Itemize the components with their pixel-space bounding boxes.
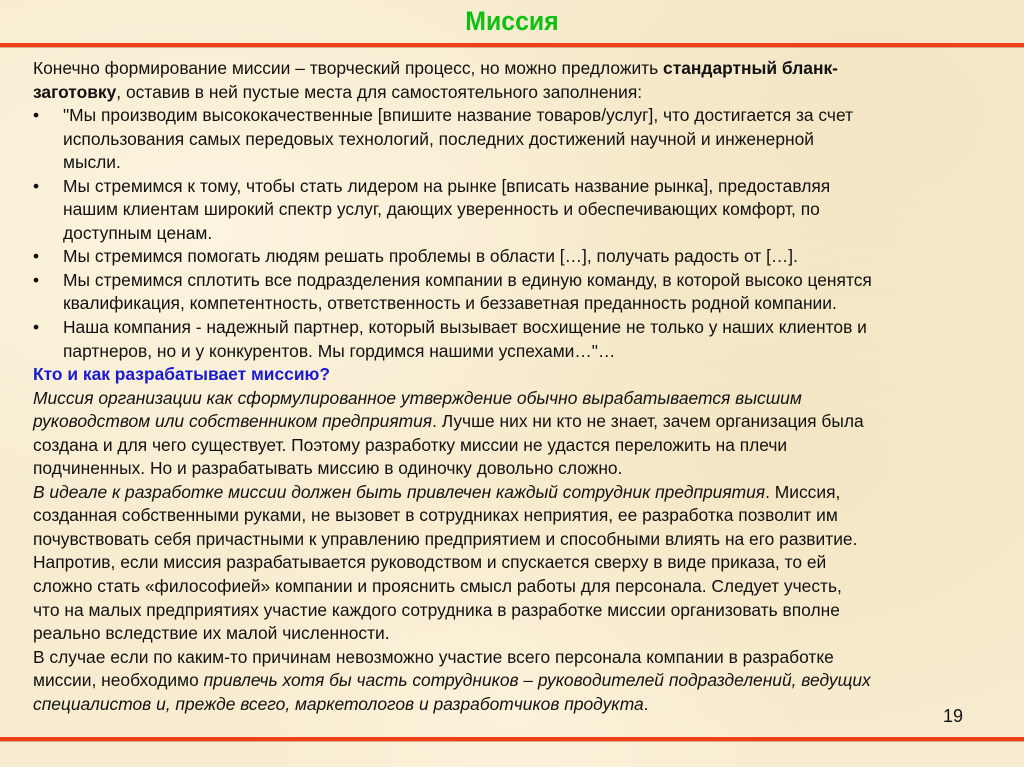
para2-line-3: почувствовать себя причастными к управлению предприятием и способными влиять на его развитие. [33, 528, 858, 549]
para2-line-4: Напротив, если миссия разрабатывается руководством и спускается сверху в виде приказа, то ей [33, 552, 827, 573]
body-text: . Миссия, [765, 481, 841, 502]
bullet-icon: • [33, 317, 40, 338]
para2-line-2: созданная собственными руками, не вызовет в сотрудниках неприятия, ее разработка позволит им [33, 505, 838, 526]
bullet-item-4 [33, 269, 1003, 316]
bullet-icon: • [33, 175, 40, 196]
bullet-text-line: Мы стремимся помогать людям решать проблемы в области […], получать радость от […]. [63, 246, 798, 267]
bullet-icon: • [33, 105, 40, 126]
para3-line-3 [33, 693, 1003, 717]
italic-text: привлечь хотя бы часть сотрудников – руководителей подразделений, ведущих [203, 670, 871, 691]
bullet-item-1 [33, 104, 1003, 175]
intro-text: Конечно формирование миссии – творческий процесс, но можно предложить [33, 58, 664, 78]
intro-line-1 [33, 57, 1003, 81]
bullet-item-5 [33, 316, 1003, 363]
section-heading-who-develops-mission: Кто и как разрабатывает миссию? [33, 364, 331, 385]
bullet-text-line: партнеров, но и у конкурентов. Мы гордимся нашими успехами…"… [63, 340, 616, 361]
slide-title: Миссия [465, 6, 559, 36]
para2-line-5: сложно стать «философией» компании и прояснить смысл работы для персонала. Следует учесть, [33, 576, 842, 597]
intro-bold-text: заготовку [33, 81, 117, 102]
bullet-text-line: "Мы производим высококачественные [впишите название товаров/услуг], что достигается за счет [63, 105, 854, 126]
bullet-item-3 [33, 245, 1003, 269]
italic-text: специалистов и, прежде всего, маркетологов и разработчиков продукта [33, 693, 644, 714]
para1-line-4: подчиненных. Но и разрабатывать миссию в одиночку довольно сложно. [33, 458, 623, 479]
italic-text: В идеале к разработке миссии должен быть привлечен каждый сотрудник предприятия [33, 481, 766, 502]
bullet-text-line: использования самых передовых технологий, последних достижений научной и инженерной [63, 128, 814, 149]
bullet-item-2 [33, 175, 1003, 246]
para1-line-3: создана и для чего существует. Поэтому разработку миссии не удастся переложить на плечи [33, 434, 788, 455]
italic-text: Миссия организации как сформулированное утверждение обычно вырабатывается высшим [33, 387, 802, 408]
top-divider-rule [0, 43, 1024, 47]
body-text: миссии, необходимо [33, 670, 204, 691]
body-text: . Лучше них ни кто не знает, зачем организация была [432, 411, 864, 432]
para2-line-6: что на малых предприятиях участие каждого сотрудника в разработке миссии организовать вполне [33, 599, 840, 620]
para1-line-2 [33, 410, 1003, 434]
para1-line-1 [33, 387, 1003, 411]
page-number: 19 [943, 706, 964, 726]
bullet-text-line: Наша компания - надежный партнер, который вызывает восхищение не только у наших клиентов и [63, 317, 867, 338]
para3-line-1: В случае если по каким-то причинам невозможно участие всего персонала компании в разработке [33, 646, 834, 667]
bullet-icon: • [33, 269, 40, 290]
intro-bold-text: стандартный бланк- [663, 58, 838, 78]
bottom-divider-rule [0, 737, 1024, 741]
body-text: . [643, 693, 649, 714]
italic-text: руководством или собственником предприятия [33, 411, 433, 432]
intro-line-2 [33, 81, 1003, 105]
bullet-text-line: квалификация, компетентность, ответственность и беззаветная преданность родной компании. [63, 293, 837, 314]
bullet-text-line: нашим клиентам широкий спектр услуг, дающих уверенность и обеспечивающих комфорт, по [63, 199, 820, 220]
bullet-text-line: доступным ценам. [63, 222, 213, 243]
bullet-text-line: Мы стремимся сплотить все подразделения компании в единую команду, в которой высоко ценятся [63, 269, 872, 290]
intro-text: , оставив в ней пустые места для самостоятельного заполнения: [116, 81, 643, 102]
para3-line-2 [33, 669, 1003, 693]
slide-body [33, 57, 1003, 716]
bullet-text-line: Мы стремимся к тому, чтобы стать лидером на рынке [вписать название рынка], предоставляя [63, 175, 831, 196]
para2-line-7: реально вследствие их малой численности. [33, 623, 390, 644]
bullet-text-line: мысли. [63, 152, 121, 173]
para2-line-1 [33, 481, 1003, 505]
bullet-icon: • [33, 246, 40, 267]
